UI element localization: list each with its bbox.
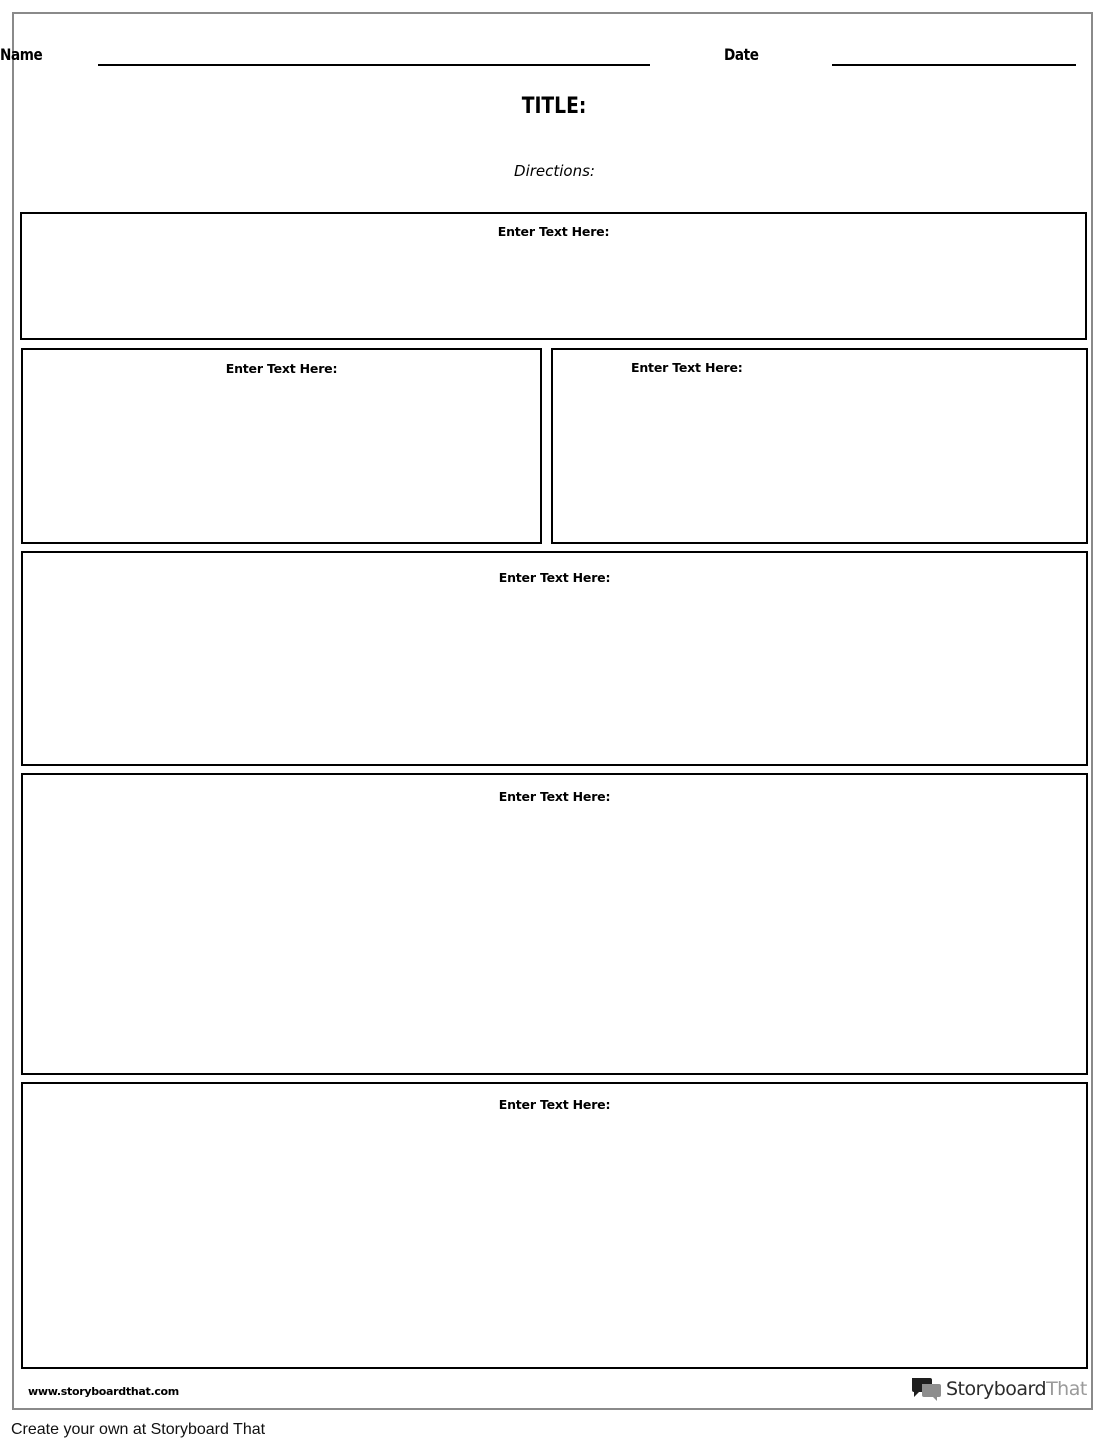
page-title bbox=[14, 94, 1095, 119]
text-panel-5[interactable] bbox=[21, 773, 1088, 1075]
panel-label: Enter Text Here: bbox=[498, 570, 611, 585]
speech-bubbles-icon bbox=[910, 1376, 942, 1402]
storyboardthat-logo bbox=[910, 1375, 1087, 1403]
text-panel-4[interactable] bbox=[21, 551, 1088, 766]
panel-label: Enter Text Here: bbox=[497, 224, 610, 239]
create-your-own-link[interactable]: Create your own at Storyboard That bbox=[11, 1421, 266, 1438]
date-line[interactable] bbox=[832, 64, 1076, 66]
directions-text: Directions: bbox=[514, 162, 595, 180]
text-panel-2[interactable] bbox=[21, 348, 542, 544]
footer-url: www.storyboardthat.com bbox=[28, 1385, 179, 1398]
name-line[interactable] bbox=[98, 64, 650, 66]
logo-text-primary: Storyboard bbox=[946, 1378, 1047, 1400]
panel-label: Enter Text Here: bbox=[225, 361, 338, 376]
title-text: TITLE: bbox=[522, 94, 587, 119]
panel-label: Enter Text Here: bbox=[498, 789, 611, 804]
logo-text-secondary: That bbox=[1046, 1378, 1087, 1400]
panel-label: Enter Text Here: bbox=[498, 1097, 611, 1112]
text-panel-6[interactable] bbox=[21, 1082, 1088, 1369]
logo-wordmark bbox=[946, 1378, 1087, 1400]
panel-label: Enter Text Here: bbox=[631, 360, 743, 375]
name-label: Name bbox=[0, 45, 43, 64]
date-label: Date bbox=[724, 45, 759, 64]
text-panel-1[interactable] bbox=[20, 212, 1087, 340]
text-panel-3[interactable] bbox=[551, 348, 1088, 544]
worksheet bbox=[0, 12, 1093, 1410]
